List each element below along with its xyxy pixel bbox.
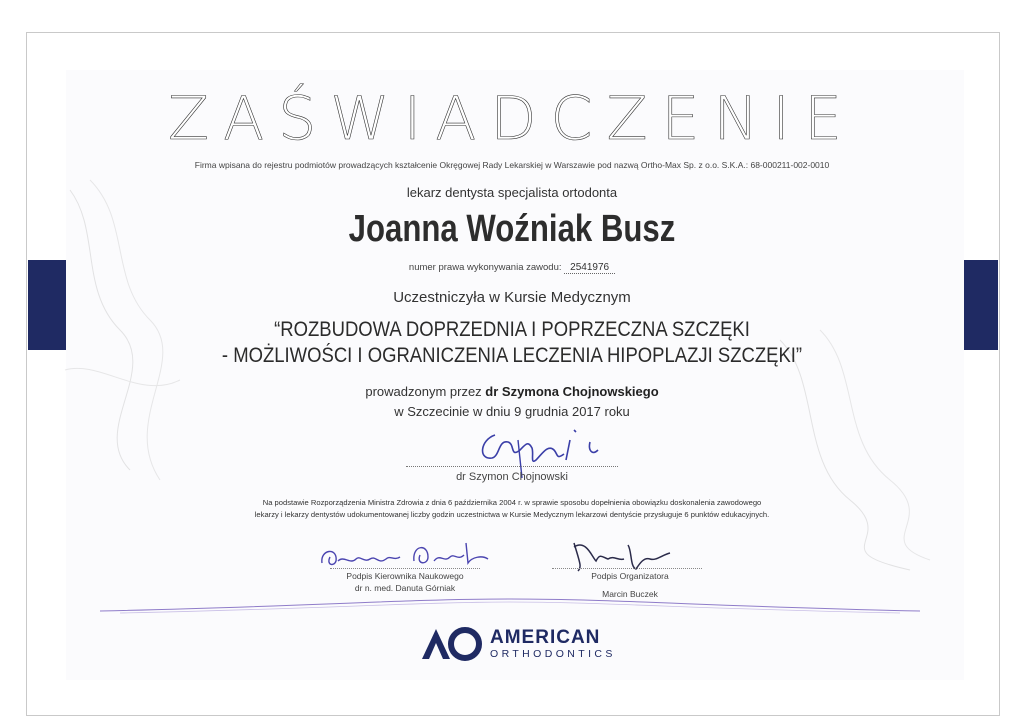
scientific-director-caption: Podpis Kierownika Naukowego (346, 571, 464, 581)
led-by-line (0, 384, 1024, 399)
certificate-title: ZAŚWIADCZENIE (168, 84, 856, 154)
legal-notice-line1: Na podstawie Rozporządzenia Ministra Zdrowia z dnia 6 października 2004 r. w sprawie sposobu dopełnienia obowiązku doskonalenia zawodowego (262, 498, 762, 507)
scientific-director-signature-line (330, 568, 480, 569)
recipient-role: lekarz dentysta specjalista ortodonta (406, 185, 618, 200)
course-title-line2: - MOŻLIWOŚCI I OGRANICZENIA LECZENIA HIPOPLAZJI SZCZĘKI” (221, 344, 803, 367)
decorative-wave (100, 595, 920, 619)
logo-top-text: AMERICAN (490, 627, 601, 648)
lecturer-signature-name: dr Szymon Chojnowski (456, 471, 568, 483)
logo-wordmark (490, 628, 616, 660)
license-label: numer prawa wykonywania zawodu: (408, 262, 562, 273)
scientific-director-signature (316, 535, 506, 575)
organizer-signature-line (552, 568, 702, 569)
recipient-name: Joanna Woźniak Busz (348, 208, 676, 250)
led-by-label: prowadzonym przez (365, 384, 482, 399)
lecturer-signature-line (406, 466, 618, 467)
scientific-director-name: dr n. med. Danuta Górniak (354, 583, 456, 593)
license-number: 2541976 (564, 262, 615, 274)
registry-note: Firma wpisana do rejestru podmiotów prowadzących kształcenie Okręgowej Rady Lekarskiej w Warszawie pod nazwą Ortho-Max Sp. z o.o. S.K.A.: 68-000211-002-0010 (194, 160, 830, 170)
attended-text: Uczestniczyła w Kursie Medycznym (393, 289, 631, 306)
ao-monogram-icon (420, 627, 482, 661)
legal-notice (0, 497, 1024, 521)
organizer-caption: Podpis Organizatora (591, 571, 669, 581)
american-orthodontics-logo (420, 627, 616, 661)
organizer-name: Marcin Buczek (602, 589, 658, 599)
place-date: w Szczecinie w dniu 9 grudnia 2017 roku (394, 404, 630, 419)
course-title-line1: “ROZBUDOWA DOPRZEDNIA I POPRZECZNA SZCZĘKI (274, 318, 750, 341)
license-line (0, 262, 1024, 274)
logo-bottom-text: ORTHODONTICS (490, 648, 616, 660)
legal-notice-line2: lekarzy i lekarzy dentystów udokumentowanej liczby godzin uczestnictwa w Kursie Medycznym lekarzowi dentyście przysługuje 6 punktów edukacyjnych. (254, 510, 770, 519)
lecturer-name: dr Szymona Chojnowskiego (485, 384, 659, 399)
